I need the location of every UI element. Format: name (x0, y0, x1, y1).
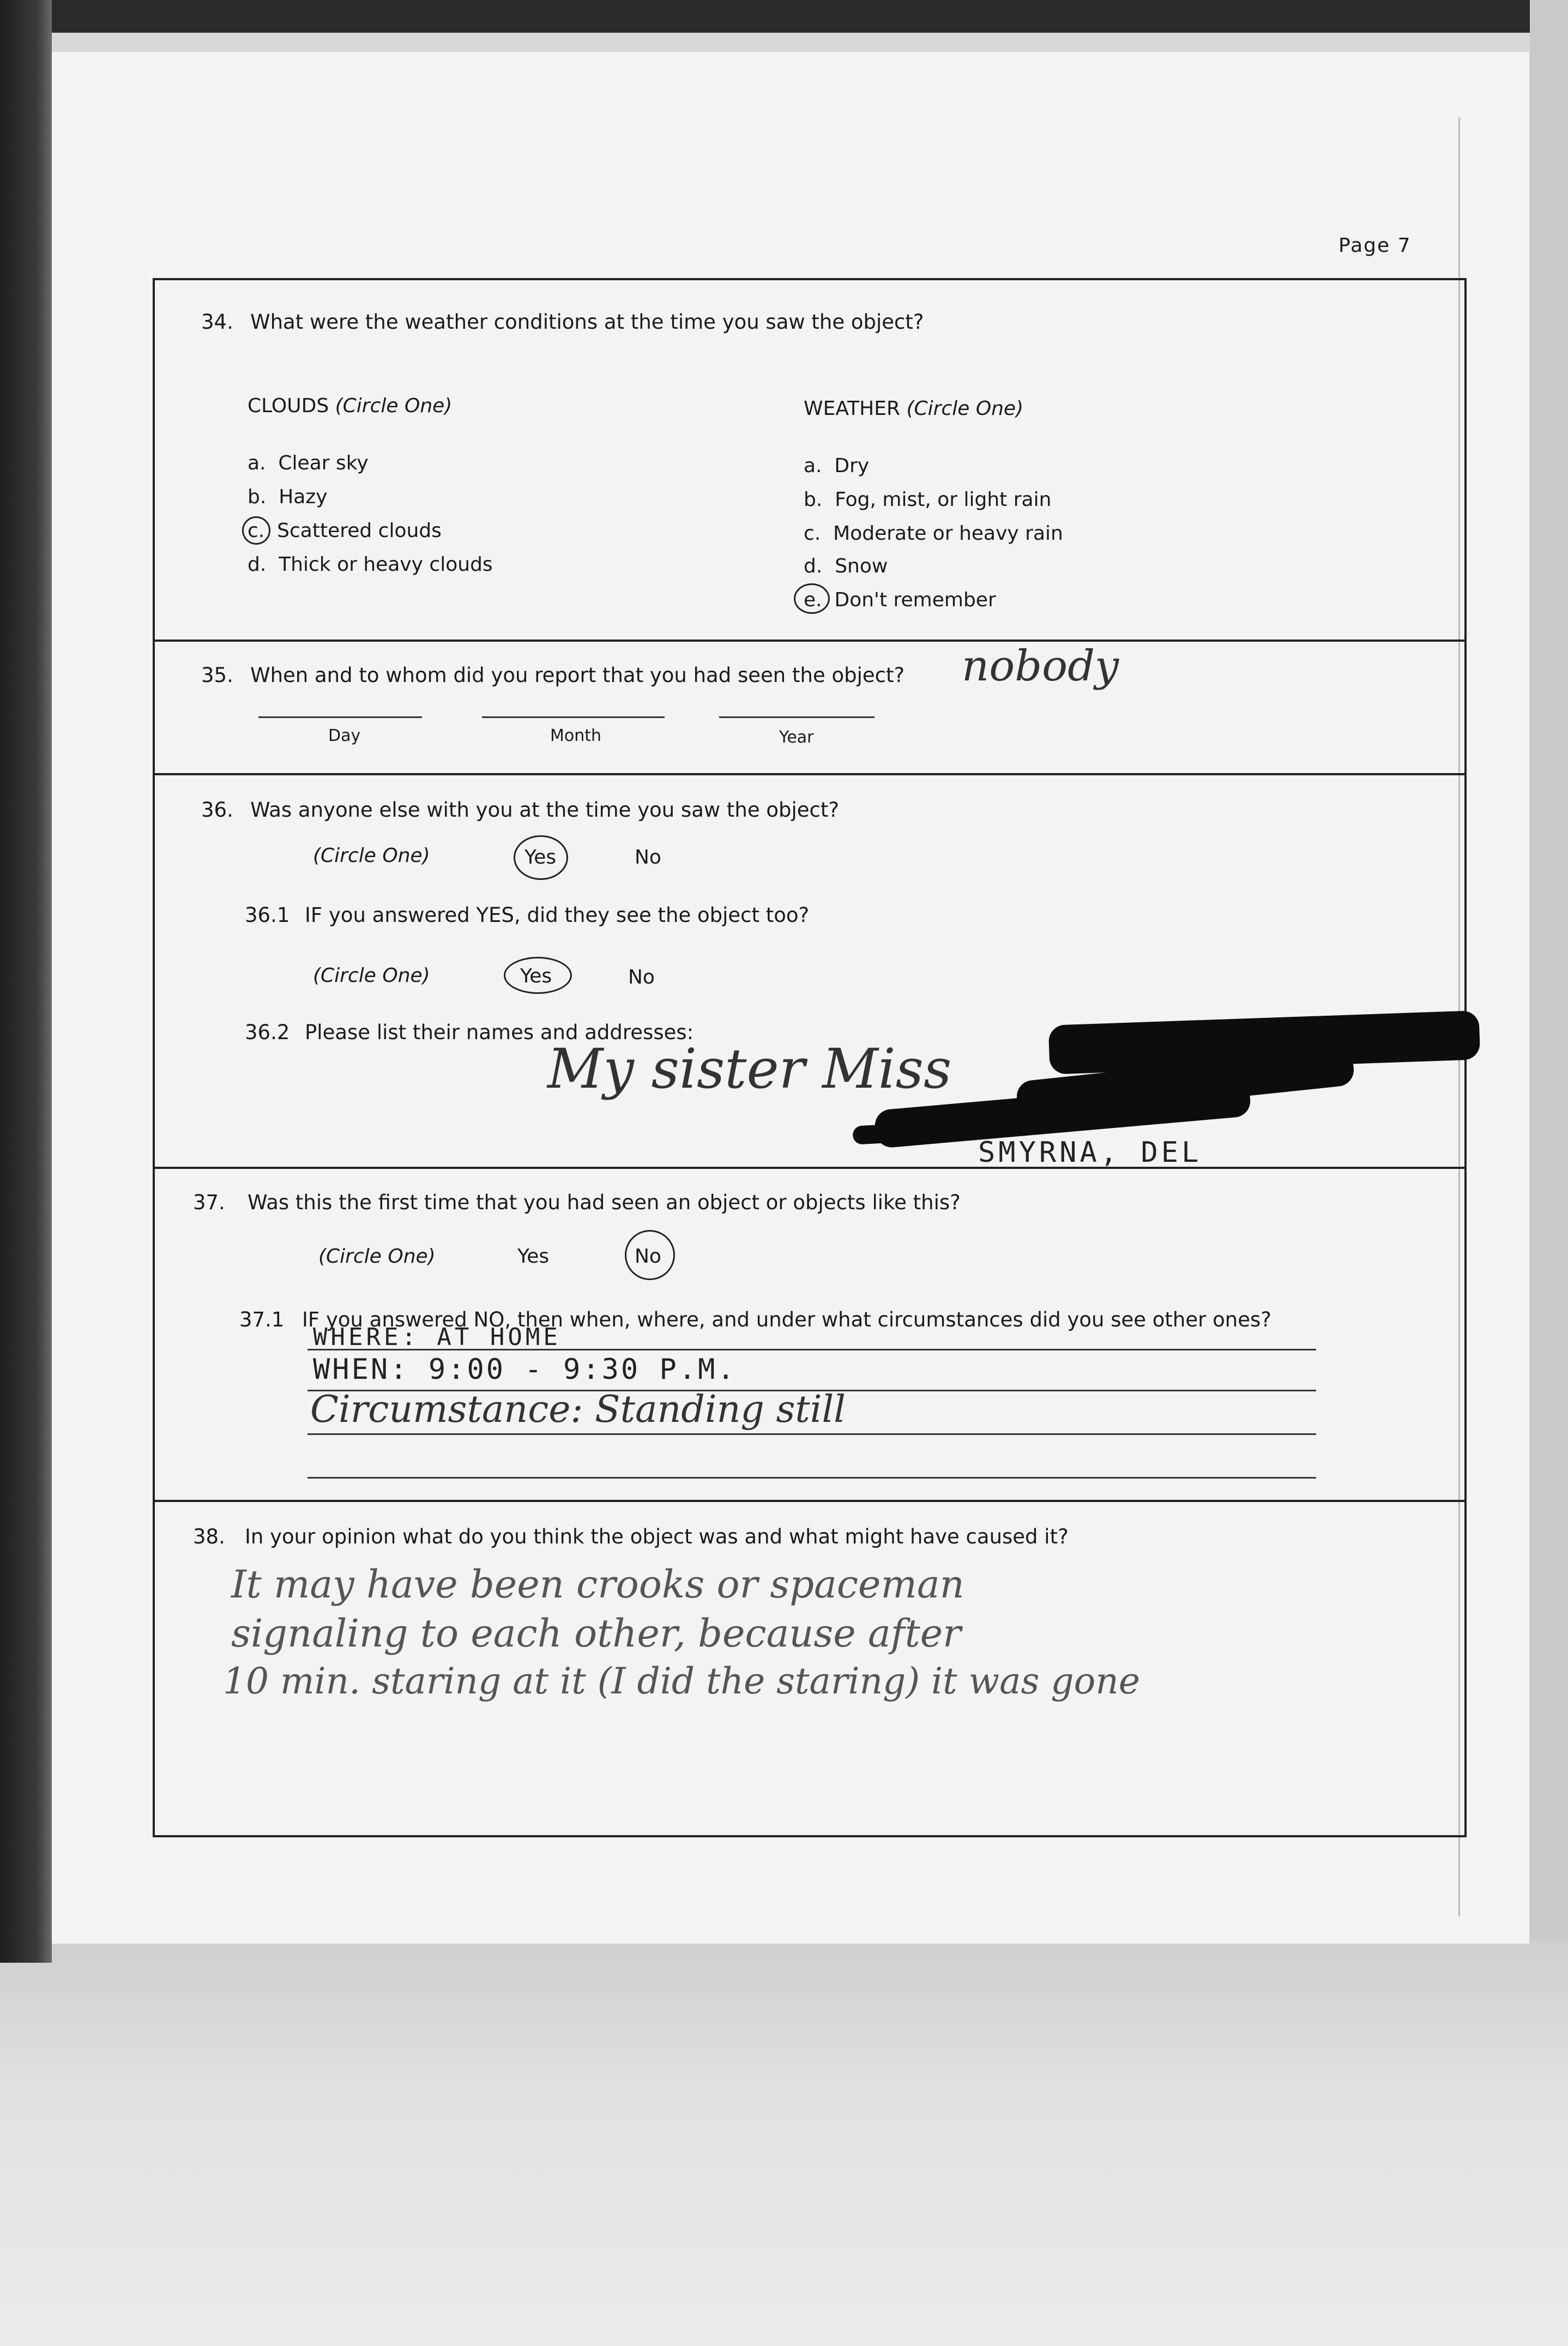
where-answer-handwritten: WHERE: AT HOME (313, 1323, 561, 1351)
circle-one-hint: (Circle One) (313, 845, 430, 867)
year-label: Year (779, 728, 814, 747)
document-page (52, 52, 1529, 1944)
clouds-option-c[interactable]: c. Scattered clouds (248, 520, 442, 542)
yes-selection-circle (504, 957, 572, 994)
scan-border-left (0, 0, 52, 1963)
weather-option-e[interactable]: e. Don't remember (804, 589, 996, 611)
yes-selection-circle (514, 835, 568, 880)
page-number: Page 7 (1338, 234, 1412, 257)
answer-no[interactable]: No (635, 1245, 661, 1268)
subquestion-number: 37.1 (239, 1308, 285, 1331)
circumstance-answer-handwritten: Circumstance: Standing still (310, 1388, 846, 1431)
opinion-answer-line-2: signaling to each other, because after (231, 1611, 961, 1656)
day-label: Day (328, 726, 361, 745)
question-37-section (155, 1169, 1464, 1502)
answer-line (307, 1349, 1316, 1350)
question-number: 37. (193, 1191, 225, 1214)
question-text: Was this the first time that you had seen an object or objects like this? (248, 1191, 961, 1214)
question-number: 36. (201, 798, 233, 822)
question-34-section (155, 280, 1464, 642)
month-line (482, 716, 665, 718)
scan-border-bottom (0, 1941, 1568, 2346)
weather-option-d[interactable]: d. Snow (804, 555, 888, 577)
answer-yes[interactable]: Yes (520, 965, 552, 987)
question-35-section (155, 642, 1464, 775)
question-text: In your opinion what do you think the object was and what might have caused it? (245, 1525, 1069, 1548)
companion-name-handwritten: My sister Miss (547, 1037, 952, 1101)
question-text: When and to whom did you report that you had seen the object? (250, 664, 905, 687)
answer-no[interactable]: No (628, 966, 655, 988)
no-selection-circle (625, 1230, 675, 1280)
weather-option-b[interactable]: b. Fog, mist, or light rain (804, 489, 1052, 511)
subquestion-number: 36.2 (245, 1021, 290, 1044)
when-answer-handwritten: WHEN: 9:00 - 9:30 P.M. (313, 1353, 737, 1386)
weather-option-a[interactable]: a. Dry (804, 455, 870, 477)
weather-heading: WEATHER (Circle One) (804, 397, 1024, 420)
subquestion-text: IF you answered YES, did they see the object too? (305, 903, 810, 927)
question-38-section (155, 1502, 1464, 1835)
clouds-option-a[interactable]: a. Clear sky (248, 452, 369, 474)
companion-location-handwritten: SMYRNA, DEL (978, 1136, 1202, 1169)
answer-no[interactable]: No (635, 846, 661, 869)
clouds-option-d[interactable]: d. Thick or heavy clouds (248, 553, 493, 576)
question-number: 35. (201, 664, 233, 687)
opinion-answer-line-3: 10 min. staring at it (I did the staring) it was gone (223, 1660, 1140, 1702)
scan-border-right (1530, 0, 1568, 1963)
circle-one-hint: (Circle One) (318, 1245, 436, 1268)
clouds-selection-circle (242, 516, 270, 545)
subquestion-text: IF you answered NO, then when, where, and under what circumstances did you see other ones? (302, 1308, 1271, 1331)
answer-line (307, 1477, 1316, 1479)
day-line (258, 716, 422, 718)
question-number: 34. (201, 310, 233, 334)
subquestion-number: 36.1 (245, 903, 290, 927)
question-text: Was anyone else with you at the time you saw the object? (250, 798, 840, 822)
opinion-answer-line-1: It may have been crooks or spaceman (231, 1562, 964, 1607)
report-answer-handwritten: nobody (962, 642, 1119, 691)
year-line (719, 716, 875, 718)
clouds-heading: CLOUDS (Circle One) (248, 395, 453, 417)
question-text: What were the weather conditions at the time you saw the object? (250, 310, 924, 334)
scan-border-top (0, 0, 1568, 33)
clouds-option-b[interactable]: b. Hazy (248, 486, 328, 508)
question-number: 38. (193, 1525, 225, 1548)
weather-option-c[interactable]: c. Moderate or heavy rain (804, 522, 1063, 545)
questionnaire-form (153, 278, 1467, 1837)
answer-line (307, 1433, 1316, 1435)
subquestion-text: Please list their names and addresses: (305, 1021, 694, 1044)
circle-one-hint: (Circle One) (313, 964, 430, 987)
weather-selection-circle (794, 583, 830, 614)
answer-yes[interactable]: Yes (517, 1245, 550, 1268)
month-label: Month (550, 726, 602, 745)
question-36-section (155, 775, 1464, 1169)
answer-yes[interactable]: Yes (524, 846, 557, 869)
